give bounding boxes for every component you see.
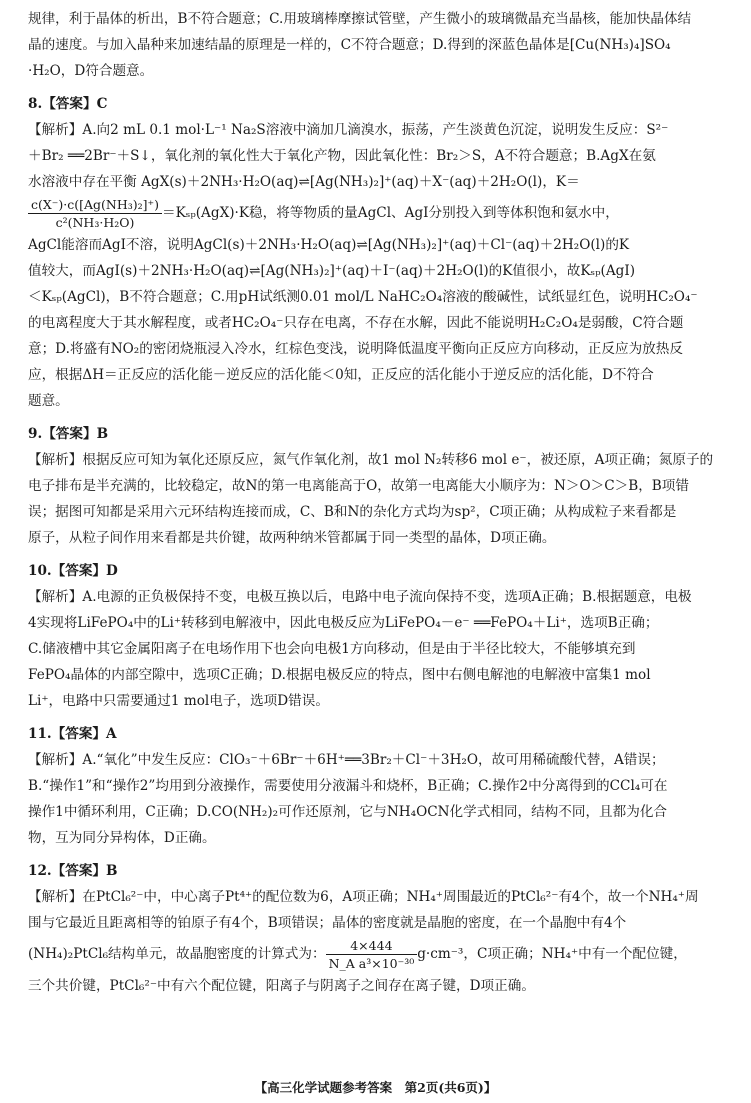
q10-line: 4实现将LiFePO₄中的Li⁺转移到电解液中，因此电极反应为LiFePO₄－e⁻ ══FePO₄＋Li⁺，选项B正确； [28,615,659,631]
q12-line: 【解析】在PtCl₆²⁻中，中心离子Pt⁴⁺的配位数为6，A项正确；NH₄⁺周围最近的PtCl₆²⁻有4个，故一个NH₄⁺周 [28,889,699,905]
q8-line: 的电离程度大于其水解程度，或者HC₂O₄⁻只存在电离，不存在水解，因此不能说明H₂C₂O₄是弱酸，C符合题 [28,315,684,331]
q9-line: 【解析】根据反应可知为氧化还原反应，氮气作氧化剂，故1 mol N₂转移6 mol e⁻，被还原，A项正确；氮原子的 [28,452,714,468]
q12-line: g·cm⁻³，C项正确；NH₄⁺中有一个配位键， [417,946,687,962]
k-fraction-numerator: c(X⁻)·c([Ag(NH₃)₂]⁺) [28,196,162,214]
q9-line: 电子排布是半充满的，比较稳定，故N的第一电离能高于O，故第一电离能大小顺序为：N＞O＞C＞B，B项错 [28,478,689,494]
q8-line: 题意。 [28,393,69,409]
q9-line: 误；据图可知都是采用六元环结构连接而成，C、B和N的杂化方式均为sp²，C项正确；从构成粒子来看都是 [28,504,677,520]
q11-line: 【解析】A.“氧化”中发生反应：ClO₃⁻＋6Br⁻＋6H⁺══3Br₂＋Cl⁻＋3H₂O，故可用稀硫酸代替，A错误； [28,752,665,768]
q10-line: 【解析】A.电源的正负极保持不变，电极互换以后，电路中电子流向保持不变，选项A正确；B.根据题意，电极 [28,589,692,605]
q8-line: 应，根据ΔH＝正反应的活化能－逆反应的活化能＜0知，正反应的活化能小于逆反应的活化能，D不符合 [28,367,654,383]
q8-line: 【解析】A.向2 mL 0.1 mol·L⁻¹ Na₂S溶液中滴加几滴溴水，振荡，产生淡黄色沉淀，说明发生反应：S²⁻ [28,122,669,138]
q8-answer: 8.【答案】C [28,96,108,112]
q8-line: ＜Kₛₚ(AgCl)，B不符合题意；C.用pH试纸测0.01 mol/L NaHC₂O₄溶液的酸碱性，试纸显红色，说明HC₂O₄⁻ [28,289,698,305]
density-fraction-denominator: N_A a³×10⁻³⁰ [328,956,415,971]
q10-line: Li⁺，电路中只需要通过1 mol电子，选项D错误。 [28,693,329,709]
density-fraction [326,937,418,972]
q11-line: B.“操作1”和“操作2”均用到分液操作，需要使用分液漏斗和烧杯，B正确；C.操作2中分离得到的CCl₄可在 [28,778,668,794]
intro-line: 晶的速度。与加入晶种来加速结晶的原理是一样的，C不符合题意；D.得到的深蓝色晶体是[Cu(NH₃)₄]SO₄ [28,37,671,53]
q12-line: 三个共价键，PtCl₆²⁻中有六个配位键，阳离子与阴离子之间存在离子键，D项正确。 [28,978,535,994]
q8-line: AgCl能溶而AgI不溶，说明AgCl(s)＋2NH₃·H₂O(aq)⇌[Ag(NH₃)₂]⁺(aq)＋Cl⁻(aq)＋2H₂O(l)的K [28,237,630,253]
intro-line: 规律，利于晶体的析出，B不符合题意；C.用玻璃棒摩擦试管壁，产生微小的玻璃微晶充当晶核，能加快晶体结 [28,11,692,27]
q8-line: 值较大，而AgI(s)＋2NH₃·H₂O(aq)⇌[Ag(NH₃)₂]⁺(aq)＋I⁻(aq)＋2H₂O(l)的K值很小，故Kₛₚ(AgI) [28,263,636,279]
q8-line: ＋Br₂ ══2Br⁻＋S↓，氧化剂的氧化性大于氧化产物，因此氧化性：Br₂＞S，A不符合题意；B.AgX在氨 [28,148,656,164]
k-fraction-denominator: c²(NH₃·H₂O) [55,215,135,230]
density-fraction-numerator: 4×444 [326,937,418,955]
q11-line: 操作1中循环利用，C正确；D.CO(NH₂)₂可作还原剂，它与NH₄OCN化学式相同，结构不同，且都为化合 [28,804,668,820]
q9-answer: 9.【答案】B [28,426,109,442]
q11-answer: 11.【答案】A [28,726,117,742]
document-page [28,6,730,999]
page-footer: 【高三化学试题参考答案 第2页(共6页)】 [254,1080,497,1095]
q12-answer: 12.【答案】B [28,863,118,879]
q9-line: 原子，从粒子间作用来看都是共价键，故两种纳米管都属于同一类型的晶体，D项正确。 [28,530,556,546]
q8-line: 意；D.将盛有NO₂的密闭烧瓶浸入冷水，红棕色变浅，说明降低温度平衡向正反应方向移动，正反应为放热反 [28,341,683,357]
q8-fraction-line [28,196,730,231]
q10-line: FePO₄晶体的内部空隙中，选项C正确；D.根据电极反应的特点，图中右侧电解池的电解液中富集1 mol [28,667,651,683]
q12-line: 围与它最近且距离相等的铂原子有4个，B项错误；晶体的密度就是晶胞的密度，在一个晶胞中有4个 [28,915,627,931]
q10-answer: 10.【答案】D [28,563,118,579]
k-fraction [28,196,162,231]
q8-line: 水溶液中存在平衡 AgX(s)＋2NH₃·H₂O(aq)⇌[Ag(NH₃)₂]⁺(aq)＋X⁻(aq)＋2H₂O(l)，K＝ [28,174,580,190]
q12-line: (NH₄)₂PtCl₆结构单元，故晶胞密度的计算式为： [28,946,326,962]
q8-line: ＝Kₛₚ(AgX)·K稳，将等物质的量AgCl、AgI分别投入到等体积饱和氨水中， [161,205,619,221]
q10-line: C.储液槽中其它金属阳离子在电场作用下也会向电极1方向移动，但是由于半径比较大，不能够填充到 [28,641,636,657]
q11-line: 物，互为同分异构体，D正确。 [28,830,216,846]
q12-fraction-line [28,937,730,972]
intro-line: ·H₂O，D符合题意。 [28,63,154,79]
